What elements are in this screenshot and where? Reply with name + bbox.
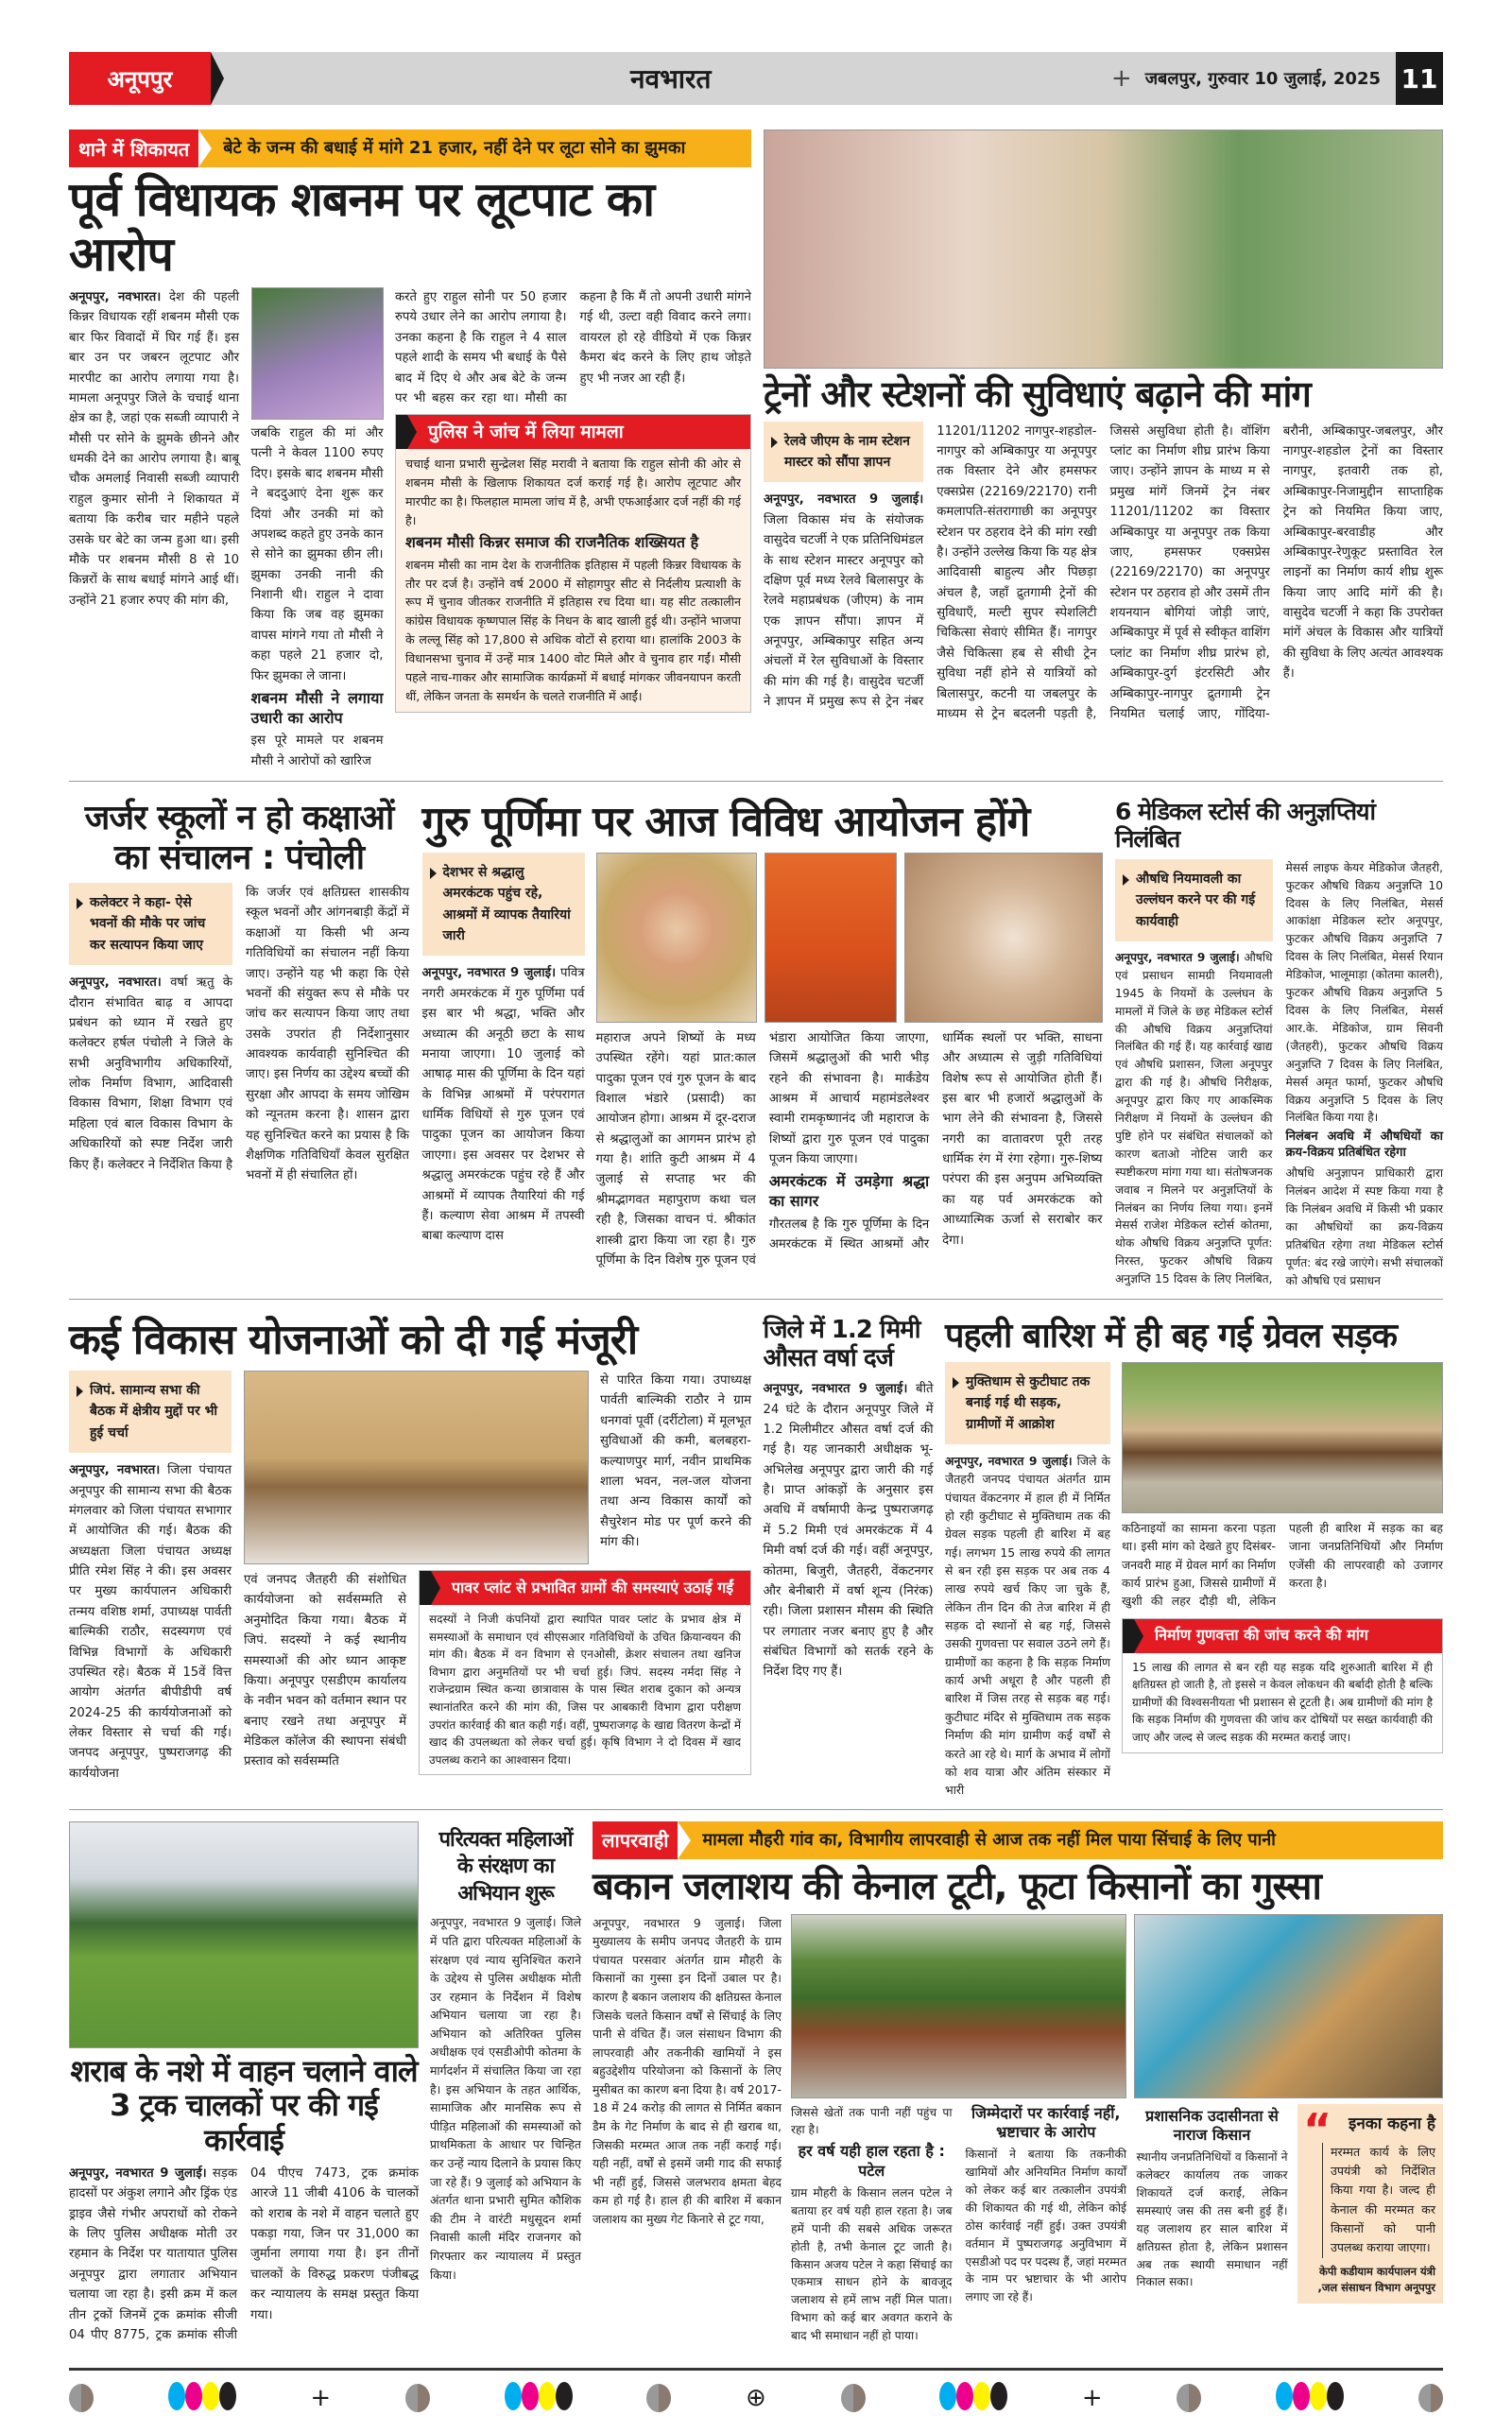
story6-tag: जिपं. सामान्य सभा की बैठक में क्षेत्रीय मुद्दों पर भी हुई चर्चा bbox=[69, 1371, 232, 1453]
footer-rule bbox=[69, 2368, 1443, 2371]
story-text: बीते 24 घंटे के दौरान अनूपपुर जिले में 1.2 मिलीमीटर औसत वर्षा दर्ज की गई है। यह जानकारी अधीक्षक भू-अभिलेख अनूपपुर द्वारा जारी की गई है। प्राप्त आंकड़ों के अनुसार इस अवधि में वर्षामापी केन्द्र पुष्पराजगढ़ में 5.2 मिमी एवं अमरकंटक में 4 मिमी वर्षा दर्ज की गई। वहीं अनूपपुर, कोतमा, बिजुरी, जैतहरी, वेंकटनगर और बेनीबारी में वर्षा शून्य (निरंक) रही। जिला प्रशासन मौसम की स्थिति पर लगातार नजर बनाए हुए है और संबंधित विभागों को सतर्क रहने के निर्देश दिए गए हैं। bbox=[763, 1382, 934, 1680]
row-2 bbox=[69, 793, 1443, 1289]
story3 bbox=[69, 793, 409, 1185]
story11-kicker bbox=[593, 1821, 1443, 1859]
divider bbox=[69, 781, 1443, 782]
story7 bbox=[764, 1311, 934, 1682]
story10-headline: परित्यक्त महिलाओं के संरक्षण का अभियान शुरू bbox=[438, 1827, 573, 1906]
target-icon: ⊕ bbox=[746, 2384, 766, 2413]
story11-col2 bbox=[791, 2104, 1126, 2346]
divider bbox=[69, 1809, 1443, 1810]
dateline: अनूपपुर, नवभारत 9 जुलाई। bbox=[430, 1915, 557, 1930]
subheading: शबनम मौसी ने लगाया उधारी का आरोप bbox=[250, 688, 384, 727]
story4-col1 bbox=[422, 853, 585, 1247]
dateline: अनूपपुर, नवभारत 9 जुलाई। bbox=[421, 966, 557, 981]
gray-balance-icon bbox=[841, 2384, 866, 2412]
story8-col2: कठिनाइयों का सामना करना पड़ता था। इसी मांग को देखते हुए दिसंबर-जनवरी माह में ग्रेवल मार्ग का निर्माण कार्य प्रारंभ हुआ, जिससे ग्रामीणों में खुशी की लहर दौड़ी थी, लेकिन पहली ही बारिश में सड़क का बह जाना जनप्रतिनिधियों और निर्माण एजेंसी की लापरवाही को उजागर करता है। bbox=[1122, 1520, 1443, 1609]
saint-photo-3 bbox=[904, 853, 1103, 1023]
kicker-label: लापरवाही bbox=[593, 1821, 678, 1859]
newspaper-page bbox=[69, 0, 1443, 2433]
story-text: औषधि एवं प्रसाधन सामग्री नियमावली 1945 के नियमों के उल्लंघन के मामलों में जिले के छह मेडिकल स्टोर्स की औषधि विक्रय अनुज्ञप्तियां निलंबित की गई हैं। यह कार्रवाई खाद्य एवं औषधि प्रशासन, जिला अनूपपुर द्वारा की गई है। औषधि निरीक्षक, अनूपपुर द्वारा किए गए आकस्मिक निरीक्षण में नियमों के उल्लंघन की पुष्टि होने पर संबंधित संचालकों को कारण बताओ नोटिस जारी कर स्पष्टीकरण मांगा गया था। संतोषजनक जवाब न मिलने पर अनुज्ञप्तियों के निलंबन का निर्णय लिया गया। इनमें मेसर्स राजेश मेडिकल स्टोर्स कोतमा, थोक औषधि विक्रय अनुज्ञप्ति पूर्णत: निरस्त, फुटकर औषधि विक्रय अनुज्ञप्ति 15 दिवस के लिए निलंबित, मेसर्स लाइफ केयर मेडिकोज जैतहरी, फुटकर औषधि विक्रय अनुज्ञप्ति 10 दिवस के लिए निलंबित, मेसर्स आकांक्षा मेडिकल स्टोर अनूपपुर, फुटकर औषधि विक्रय अनुज्ञप्ति 7 दिवस के लिए निलंबित, मेसर्स रियान मेडिकोज, भालूमाड़ा (कोतमा कालरी), फुटकर औषधि विक्रय अनुज्ञप्ति 5 दिवस के लिए निलंबित, मेसर्स आर.के. मेडिकोज, ग्राम सिवनी (जैतहरी), फुटकर औषधि विक्रय अनुज्ञप्ति 7 दिवस के लिए निलंबित, मेसर्स अमृत फार्मा, फुटकर औषधि विक्रय अनुज्ञप्ति 5 दिवस के लिए निलंबित किया गया है। bbox=[1115, 860, 1443, 1286]
newspaper-name: नवभारत bbox=[630, 63, 712, 95]
dateline: अनूपपुर, नवभारत। bbox=[69, 975, 162, 991]
memorandum-photo bbox=[764, 129, 1443, 369]
broken-canal-photo bbox=[791, 1914, 1126, 2098]
story4 bbox=[422, 793, 1103, 1270]
story-text: महाराज अपने शिष्यों के मध्य उपस्थित रहेंगे। यहां प्रात:काल पादुका पूजन एवं गुरु पूजन के बाद विशाल भंडारे (प्रसादी) का आयोजन होगा। आश्रम में दूर-दराज से श्रद्धालुओं का आगमन प्रारंभ हो गया है। शांति कुटी आश्रम में 4 जुलाई से सप्ताह भर की श्रीमद्भागवत महापुराण कथा चल रही है, जिसका वाचन पं. श्रीकांत शास्त्री द्वारा किया जा रहा है। गुरु पूर्णिमा के दिन विशेष गुरु पूजन एवं भंडारा आयोजित किया जाएगा, जिसमें श्रद्धालुओं की भारी भीड़ रहने की संभावना है। मार्कंडेय आश्रम में आचार्य महामंडलेश्वर स्वामी रामकृष्णानंद जी महाराज के शिष्यों द्वारा गुरु पूजन एवं पादुका पूजन किया जाएगा। bbox=[595, 1030, 930, 1268]
story6 bbox=[69, 1311, 751, 1784]
gray-balance-icon bbox=[1177, 2384, 1201, 2412]
cmyk-swatch-icon bbox=[505, 2382, 573, 2414]
box-text: सदस्यों ने निजी कंपनियों द्वारा स्थापित पावर प्लांट के प्रभाव क्षेत्र में समस्याओं के समाधान एवं सीएसआर गतिविधियों के उचित क्रियान्वयन की मांग की। बैठक में वन विभाग से एनओसी, क्रेशर संचालन तथा खनिज विभाग द्वारा अनुमतियों पर भी चर्चा हुई। जिपं. सदस्य नर्मदा सिंह ने राजेन्द्रग्राम स्थित कन्या छात्रावास के पास स्थित शराब दुकान को अन्यत्र स्थानांतरित करने की मांग की, जिस पर आबकारी विभाग द्वारा परीक्षण उपरांत कार्रवाई की बात कही गई। वहीं, पुष्पराजगढ़ के खाद्य वितरण केन्द्रों में खाद की उपलब्धता को लेकर चर्चा हुई। कृषि विभाग ने दो दिवस में खाद उपलब्ध कराने का आश्वासन दिया। bbox=[429, 1613, 741, 1767]
story6-col2: एवं जनपद जैतहरी की संशोधित कार्ययोजना को सर्वसम्मति से अनुमोदित किया गया। बैठक में जिपं. सदस्यों ने कई स्थानीय समस्याओं की ओर ध्यान आकृष्ट किया। अनूपपुर एसडीएम कार्यालय के नवीन भवन को वर्तमान स्थान पर बनाए रखने तथा अनूपपुर में मेडिकल कॉलेज की स्थापना संबंधी प्रस्ताव को सर्वसम्मति bbox=[244, 1573, 406, 1769]
story2-body bbox=[764, 422, 1443, 725]
box-subheading: शबनम मौसी किन्नर समाज की राजनैतिक शख्सियत है bbox=[405, 532, 699, 551]
box-text: चचाई थाना प्रभारी सुन्द्रेलश सिंह मरावी ने बताया कि राहुल सोनी की ओर से शबनम मौसी के खिलाफ शिकायत दर्ज कराई गई है। आरोप लूटपाट और मारपीट का है। फिलहाल मामला जांच में है, अभी एफआईआर दर्ज नहीं की गई है। bbox=[405, 457, 741, 527]
story6-headline: कई विकास योजनाओं को दी गई मंजूरी bbox=[69, 1316, 638, 1365]
section-arrow-icon bbox=[211, 52, 224, 105]
story1-col2 bbox=[251, 287, 384, 771]
canal-gate-photo bbox=[1134, 1914, 1443, 2098]
story-text: जिला पंचायत अनूपपुर की सामान्य सभा की बैठक मंगलवार को जिला पंचायत सभागार में आयोजित की गई। बैठक की अध्यक्षता जिला पंचायत अध्यक्ष प्रीति रमेश सिंह ने की। इस अवसर पर मुख्य कार्यपालन अधिकारी तन्मय वशिष्ठ शर्मा, उपाध्यक्ष पार्वती बाल्मिकी राठौर, सदस्यगण एवं विभिन्न विभागों के अधिकारी उपस्थित रहे। बैठक में 15वें वित्त आयोग अंतर्गत बीपीडीपी वर्ष 2024-25 की कार्ययोजनाओं को लेकर विस्तार से चर्चा की गई। जनपद अनूपपुर, पुष्पराजगढ़ की कार्ययोजना bbox=[69, 1463, 232, 1781]
story-text: जिला मुख्यालय के समीप जनपद जैतहरी के ग्राम पंचायत परसवार अंतर्गत ग्राम मौहरी के किसानों का गुस्सा इन दिनों उबाल पर है। कारण है बकान जलाशय की क्षतिग्रस्त केनाल जिसके चलते किसान वर्षों से सिंचाई के लिए पानी से वंचित हैं। जल संसाधन विभाग की लापरवाही और तकनीकी खामियों ने इस बहुउद्देशीय परियोजना को किसानों के लिए मुसीबत का कारण बना दिया है। वर्ष 2017-18 में 24 करोड़ की लागत से निर्मित बकान डैम के गेट निर्माण के बाद से ही खराब था, जिसकी मरम्मत आज तक नहीं कराई गई। यही नहीं, वर्षों से इसमें जमी गाद की सफाई भी नहीं हुई, जिससे जलभराव क्षमता बेहद कम हो गई है। हाल ही की बारिश में बकान जलाशय का मुख्य गेट किनारे से टूट गया, bbox=[593, 1915, 782, 2227]
dateline: अनूपपुर, नवभारत 9 जुलाई। bbox=[763, 1382, 908, 1397]
story-text: स्थानीय जनप्रतिनिधियों व किसानों ने कलेक्टर कार्यालय तक जाकर शिकायतें दर्ज कराईं, लेकिन समस्याएं जस की तस बनी हुई हैं। यह जलाशय हर साल बारिश में क्षतिग्रस्त होता है, लेकिन प्रशासन अब तक स्थायी समाधान नहीं निकाल सका। bbox=[1136, 2150, 1288, 2289]
story5-body bbox=[1115, 859, 1443, 1290]
story9 bbox=[69, 1821, 419, 2346]
meeting-photo bbox=[244, 1371, 589, 1564]
quote-title: इनका कहना है bbox=[1348, 2114, 1435, 2133]
story7-body bbox=[764, 1379, 934, 1682]
quote-box bbox=[1297, 2104, 1443, 2304]
story8-col1 bbox=[945, 1362, 1110, 1800]
registration-plus-icon: + bbox=[1110, 64, 1132, 93]
box-text: 15 लाख की लागत से बन रही यह सड़क यदि शुरुआती बारिश में ही क्षतिग्रस्त हो जाती है, तो इससे न केवल लोकधन की बर्बादी होती है बल्कि ग्रामीणों की विश्वसनीयता भी प्रशासन से टूटती है। अब ग्रामीणों की मांग है कि सड़क निर्माण की गुणवत्ता की जांच कर दोषियों पर सख्त कार्यवाही की जाए और जल्द से जल्द सड़क की मरम्मत कराई जाए। bbox=[1132, 1660, 1433, 1744]
box-title: पुलिस ने जांच में लिया मामला bbox=[396, 415, 750, 449]
footer bbox=[69, 2368, 1443, 2414]
dateline: अनूपपुर, नवभारत 9 जुलाई। bbox=[945, 1454, 1073, 1468]
gray-balance-icon bbox=[1418, 2384, 1443, 2412]
shabnam-photo bbox=[251, 287, 384, 420]
story2 bbox=[764, 129, 1443, 724]
subheading: अमरकंटक में उमड़ेगा श्रद्धा का सागर bbox=[768, 1172, 930, 1211]
story-text: जिले में पति द्वारा परित्यक्त महिलाओं के संरक्षण एवं न्याय सुनिश्चित कराने के उद्देश्य से पुलिस अधीक्षक मोती उर रहमान के निर्देशन में विशेष अभियान चलाया जा रहा है। अभियान को अतिरिक्त पुलिस अधीक्षक एवं एसडीओपी कोतमा के मार्गदर्शन में संचालित किया जा रहा है। इस अभियान के तहत आर्थिक, सामाजिक और मानसिक रूप से पीड़ित महिलाओं की समस्याओं को प्राथमिकता के आधार पर चिन्हित कर उन्हें न्याय दिलाने के प्रयास किए जा रहे हैं। 9 जुलाई को अभियान के अंतर्गत थाना प्रभारी सुमित कौशिक की टीम ने वारंटी मधुसूदन शर्मा निवासी काली मंदिर राजनगर को गिरफ्तार कर न्यायालय में प्रस्तुत किया। bbox=[430, 1915, 581, 2282]
story11-col1 bbox=[593, 1914, 782, 2229]
box-title: पावर प्लांट से प्रभावित ग्रामों की समस्याएं उठाई गईं bbox=[420, 1571, 750, 1605]
box-text: शबनम मौसी का नाम देश के राजनीतिक इतिहास में पहली किन्नर विधायक के तौर पर दर्ज है। उन्होंने वर्ष 2000 में सोहागपुर सीट से निर्दलीय प्रत्याशी के रूप में चुनाव जीतकर राजनीति में इतिहास रच दिया था। यह सीट तत्कालीन कांग्रेस विधायक कृष्णपाल सिंह के निधन के बाद खाली हुई थी। उन्होंने भाजपा के लल्लू सिंह को 17,800 से अधिक वोटों से हराया था। हालांकि 2003 के विधानसभा चुनाव में उन्हें मात्र 1400 वोट मिले और वे चुनाव हार गईं। मौसी पहले नाच-गाकर और सामाजिक कार्यक्रमों में बधाई मांगकर जीवनयापन करती थीं, लेकिन जनता के समर्थन के चलते राजनीति में आईं। bbox=[405, 557, 741, 703]
divider bbox=[69, 1299, 1443, 1300]
story9-headline: शराब के नशे में वाहन चलाने वाले 3 ट्रक चालकों पर की गई कार्रवाई bbox=[70, 2052, 418, 2159]
row-4 bbox=[69, 1821, 1443, 2346]
kicker-text: मामला मौहरी गांव का, विभागीय लापरवाही से आज तक नहीं मिल पाया सिंचाई के लिए पानी bbox=[678, 1821, 1443, 1859]
story-text: पवित्र नगरी अमरकंटक में गुरु पूर्णिमा पर्व इस बार भी श्रद्धा, भक्ति और अध्यात्म की अनूठी छटा के साथ मनाया जाएगा। 10 जुलाई को आषाढ़ मास की पूर्णिमा के दिन यहां के विभिन्न आश्रमों में परंपरागत धार्मिक विधियों से गुरु पूजन एवं पादुका पूजन का आयोजन किया जाएगा। इस अवसर पर देशभर से श्रद्धालु अमरकंटक पहुंच रहे हैं और आश्रमों में व्यापक तैयारियां की गई हैं। कल्याण सेवा आश्रम में तपस्वी बाबा कल्याण दास bbox=[421, 966, 585, 1244]
story11 bbox=[593, 1821, 1443, 2346]
story5 bbox=[1115, 793, 1443, 1289]
story4-tag: देशभर से श्रद्धालु अमरकंटक पहुंच रहे, आश्रमों में व्यापक तैयारियां जारी bbox=[422, 853, 585, 957]
story8-tag: मुक्तिधाम से कुटीघाट तक बनाई गई थी सड़क, ग्रामीणों में आक्रोश bbox=[945, 1362, 1110, 1444]
story6-box bbox=[419, 1570, 751, 1775]
story-text: गौरतलब है कि गुरु पूर्णिमा के दिन अमरकंटक में स्थित आश्रमों और धार्मिक स्थलों पर भक्ति, साधना और अध्यात्म से जुड़ी गतिविधियां विशेष रूप से आयोजित होती हैं। इस बार भी हजारों श्रद्धालुओं के भाग लेने की संभावना है, जिससे नगरी का वातावरण पूरी तरह धार्मिक रंग में रंगा रहेगा। गुरु-शिष्य परंपरा की इस अनुपम अभिव्यक्ति का यह पर्व अमरकंटक को आध्यात्मिक ऊर्जा से सराबोर कर देगा। bbox=[768, 1030, 1103, 1252]
subheading: निलंबन अवधि में औषधियों का क्रय-विक्रय प्रतिबंधित रहेगा bbox=[1285, 1130, 1443, 1161]
story6-col3: से पारित किया गया। उपाध्यक्ष पार्वती बाल्मिकी राठौर ने ग्राम धनगवां पूर्वी (दर्रीटोला) में मूलभूत सुविधाओं की कमी, बलबहरा-कल्याणपुर मार्ग, नवीन प्राथमिक शाला भवन, नल-जल योजना तथा अन्य विकास कार्यों को सैचुरेशन मोड पर पूर्ण करने की मांग की। bbox=[600, 1373, 751, 1550]
story11-col3 bbox=[1137, 2104, 1288, 2292]
story10-body bbox=[430, 1913, 581, 2284]
story1-col1 bbox=[69, 287, 239, 611]
row-1 bbox=[69, 129, 1443, 771]
story6-col1 bbox=[69, 1371, 232, 1784]
cmyk-swatch-icon bbox=[168, 2382, 236, 2414]
dateline: अनूपपुर, नवभारत 9 जुलाई। bbox=[764, 492, 924, 508]
story-text: ग्राम मौहरी के किसान ललन पटेल ने बताया हर वर्ष यही हाल रहता है। जब हमें पानी की सबसे अधिक जरूरत होती है, तभी केनाल टूट जाती है। किसान अजय पटेल ने कहा सिंचाई का एकमात्र साधन होने के बावजूद जलाशय से हमें लाभ नहीं मिल पाता। विभाग को कई बार अवगत कराने के बाद भी समाधान नहीं हो पाया। bbox=[791, 2185, 953, 2343]
story-text: जिले के जैतहरी जनपद पंचायत अंतर्गत ग्राम पंचायत वेंकटनगर में हाल ही में निर्मित हो रही कुटीघाट से मुक्तिधाम तक की ग्रेवल सड़क पहली ही बारिश में बह गई। लगभग 15 लाख रुपये की लागत से बन रही इस सड़क पर अब तक 4 लाख रुपये खर्च किए जा चुके हैं, लेकिन तीन दिन की तेज बारिश में ही सड़क दो स्थानों से बह गई, जिससे उसकी गुणवत्ता पर सवाल उठने लगे हैं। ग्रामीणों का कहना है कि सड़क निर्माण कार्य अभी अधूरा है और पहली ही बारिश में जिस तरह से सड़क बह गई। कुटीघाट मंदिर से मुक्तिधाम तक सड़क निर्माण की मांग ग्रामीण कई वर्षों से करते आ रहे थे। मार्ग के अभाव में लोगों को शव यात्रा और अंतिम संस्कार में भारी bbox=[945, 1454, 1110, 1798]
registration-marks bbox=[69, 2382, 1443, 2414]
story4-headline: गुरु पूर्णिमा पर आज विविध आयोजन होंगे bbox=[421, 798, 1030, 847]
washed-road-photo bbox=[1122, 1362, 1443, 1513]
quote-author: केपी कडीयाम कार्यपालन यंत्री ,जल संसाधन विभाग अनूपपुर bbox=[1317, 2264, 1435, 2295]
story3-body bbox=[69, 883, 409, 1186]
cmyk-swatch-icon bbox=[939, 2382, 1007, 2414]
dateline: अनूपपुर, नवभारत 9 जुलाई। bbox=[593, 1915, 746, 1930]
page-number: 11 bbox=[1396, 52, 1443, 105]
story1-box bbox=[395, 414, 751, 712]
gray-balance-icon bbox=[405, 2384, 430, 2412]
trucks-photo bbox=[69, 1821, 419, 2048]
dateline: अनूपपुर, नवभारत। bbox=[69, 290, 162, 304]
box-title: निर्माण गुणवत्ता की जांच करने की मांग bbox=[1123, 1619, 1442, 1653]
crosshair-icon: + bbox=[1081, 2384, 1103, 2413]
gray-balance-icon bbox=[69, 2384, 94, 2412]
story-text: देश की पहली किन्नर विधायक रहीं शबनम मौसी एक बार फिर विवादों में घिर गई हैं। इस बार उन पर जबरन लूटपाट और मारपीट का आरोप लगाया गया है। मामला अनूपपुर जिले के चचाई थाना क्षेत्र का है, जहां एक सब्जी व्यापारी ने मौसी पर सोने के झुमके छीनने और धमकी देने का आरोप लगाया है। बाबू चौक अमलाई निवासी सब्जी व्यापारी राहुल कुमार सोनी ने शिकायत में बताया कि करीब चार महीने पहले उसके घर बेटे का जन्म हुआ था। इसी मौके पर शबनम मौसी 8 से 10 किन्नरों के साथ बधाई मांगने आई थीं। उन्होंने 21 हजार रुपए की मांग की, bbox=[69, 290, 240, 608]
story-text: इस पूरे मामले पर शबनम मौसी ने आरोपों को खारिज bbox=[250, 733, 384, 768]
section-name: अनूपपुर bbox=[69, 52, 211, 105]
story11-headline: बकान जलाशय की केनाल टूटी, फूटा किसानों का गुस्सा bbox=[593, 1864, 1321, 1908]
story1-col3 bbox=[395, 287, 751, 713]
story-text: वर्षा ऋतु के दौरान संभावित बाढ़ व आपदा प्रबंधन को ध्यान में रखते हुए कलेक्टर हर्षल पंचोली ने जिले के सभी अनुविभागीय अधिकारियों, लोक निर्माण विभाग, आदिवासी विकास विभाग, शिक्षा विभाग एवं महिला एवं बाल विकास विभाग के अधिकारियों को स्पष्ट निर्देश जारी किए हैं। कलेक्टर ने निर्देशित किया है कि जर्जर एवं क्षतिग्रस्त शासकीय स्कूल भवनों और आंगनबाड़ी केंद्रों में कक्षाओं या किसी भी अन्य गतिविधियों का संचालन नहीं किया जाए। उन्होंने यह भी कहा कि ऐसे भवनों की संयुक्त रूप से मौके पर जांच कर सत्यापन किया जाए तथा उसके उपरांत ही निर्देशानुसार आवश्यक कार्यवाही सुनिश्चित की जाए। इस निर्णय का उद्देश्य बच्चों की सुरक्षा और आपदा के समय जोखिम को न्यूनतम करना है। शासन द्वारा यह सुनिश्चित करने का प्रयास है कि शैक्षणिक गतिविधियाँ केवल सुरक्षित भवनों में ही संचालित हों। bbox=[69, 886, 409, 1183]
dateline: अनूपपुर, नवभारत 9 जुलाई। bbox=[1115, 950, 1240, 964]
story5-headline: 6 मेडिकल स्टोर्स की अनुज्ञप्तियां निलंबित bbox=[1115, 798, 1375, 853]
kicker-label: थाने में शिकायत bbox=[69, 129, 198, 167]
edition-date: जबलपुर, गुरुवार 10 जुलाई, 2025 bbox=[1144, 69, 1381, 89]
story-text: सड़क हादसों पर अंकुश लगाने और ड्रिंक एंड ड्राइव जैसे गंभीर अपराधों को रोकने के लिए पुलिस अधीक्षक मोती उर रहमान के निर्देश पर यातायात पुलिस अनूपपुर द्वारा लगातार अभियान चलाया जा रहा है। इसी क्रम में कल तीन ट्रकों जिनमें ट्रक क्रमांक सीजी 04 पीए 8775, ट्रक क्रमांक सीजी 04 पीएच 7473, ट्रक क्रमांक आरजे 11 जीबी 4106 के चालकों को शराब के नशे में वाहन चलाते हुए पकड़ा गया, जिन पर 31,000 का जुर्माना लगाया गया है। इन तीनों चालकों के विरुद्ध प्रकरण पंजीबद्ध कर न्यायालय के समक्ष प्रस्तुत किया गया। bbox=[69, 2166, 419, 2342]
story5-tag: औषधि नियमावली का उल्लंघन करने पर की गई कार्यवाही bbox=[1115, 859, 1273, 941]
kicker-text: बेटे के जन्म की बधाई में मांगे 21 हजार, नहीं देने पर लूटा सोने का झुमका bbox=[198, 129, 751, 167]
story-text: जिला विकास मंच के संयोजक वासुदेव चटर्जी ने एक प्रतिनिधिमंडल के साथ स्टेशन मास्टर अनूपपुर को दक्षिण पूर्व मध्य रेलवे बिलासपुर के रेलवे महाप्रबंधक (जीएम) के नाम एक ज्ञापन सौंपा। ज्ञापन में अनूपपुर, अम्बिकापुर सहित अन्य अंचलों में रेल सुविधाओं के विस्तार की मांग की गई है। वासुदेव चटर्जी ने ज्ञापन में प्रमुख रूप से ट्रेन नंबर 11201/11202 नागपुर-शहडोल-नागपुर को अम्बिकापुर या अनूपपुर तक विस्तार देने और हमसफर एक्सप्रेस (22169/22170) रानी कमलापति-संतरागाछी का अनूपपुर स्टेशन पर ठहराव देने की मांग रखी है। उन्होंने उल्लेख किया कि यह क्षेत्र आदिवासी बाहुल्य और पिछड़ा अंचल है, जहाँ द्रुतगामी ट्रेनों की सुविधाएँ, मल्टी सुपर स्पेशलिटी चिकित्सा सेवाएं सीमित हैं। नागपुर जैसे चिकित्सा हब से सीधी ट्रेन सुविधा नहीं होने से यात्रियों को बिलासपुर, कटनी या जबलपुर के माध्यम से ट्रेन बदलनी पड़ती है, जिससे असुविधा होती है। वॉशिंग प्लांट का निर्माण शीघ्र प्रारंभ किया जाए। उन्होंने ज्ञापन के माध्य म से प्रमुख मांगें जिनमें ट्रेन नंबर 11201/11202 का विस्तार अम्बिकापुर या अनूपपुर तक किया जाए, हमसफर एक्सप्रेस (22169/22170) का अनूपपुर स्टेशन पर ठहराव हो और उसमें तीन शयनयान बोगियां जोड़ी जाएं, अम्बिकापुर में पूर्व से स्वीकृत वाशिंग प्लांट का निर्माण शीघ्र प्रारंभ हो, अम्बिकापुर-दुर्ग इंटरसिटी और अम्बिकापुर-नागपुर द्रुतगामी ट्रेन नियमित चलाई जाए, गोंदिया-बरौनी, अम्बिकापुर-जबलपुर, और नागपुर-शहडोल ट्रेनों का विस्तार नागपुर, इतवारी तक हो, अम्बिकापुर-निजामुद्दीन साप्ताहिक ट्रेन को नियमित किया जाए, अम्बिकापुर-बरवाडीह और अम्बिकापुर-रेणुकूट प्रस्तावित रेल लाइनों का निर्माण कार्य शीघ्र शुरू किया जाए आदि मांगें की है। वासुदेव चटर्जी ने कहा कि उपरोक्त मांगें अंचल के विकास और यात्रियों की सुविधा के लिए अत्यंत आवश्यक हैं। bbox=[764, 423, 1443, 721]
row-3 bbox=[69, 1311, 1443, 1799]
saint-photo-1 bbox=[596, 853, 757, 1023]
quote-text: मरम्मत कार्य के लिए उपयंत्री को निर्देशित किया गया है। जल्द ही केनाल की मरम्मत कर किसानों को पानी उपलब्ध कराया जाएगा। bbox=[1322, 2143, 1435, 2258]
story7-headline: जिले में 1.2 मिमी औसत वर्षा दर्ज bbox=[763, 1316, 920, 1373]
gray-balance-icon bbox=[646, 2384, 671, 2412]
story10 bbox=[430, 1821, 581, 2285]
story1 bbox=[69, 129, 751, 771]
story3-tag: कलेक्टर ने कहा- ऐसे भवनों की मौके पर जांच कर सत्यापन किया जाए bbox=[69, 883, 232, 965]
dateline: अनूपपुर, नवभारत 9 जुलाई। bbox=[69, 2166, 207, 2181]
story8-headline: पहली बारिश में ही बह गई ग्रेवल सड़क bbox=[945, 1317, 1397, 1356]
dateline: अनूपपुर, नवभारत। bbox=[69, 1463, 161, 1478]
page-header bbox=[69, 52, 1443, 105]
crosshair-icon: + bbox=[310, 2384, 332, 2413]
story4-cols bbox=[596, 1028, 1103, 1271]
story1-headline: पूर्व विधायक शबनम पर लूटपाट का आरोप bbox=[69, 172, 655, 282]
subheading: जिम्मेदारों पर कार्रवाई नहीं, भ्रष्टाचार के आरोप bbox=[971, 2103, 1121, 2142]
story8-box bbox=[1122, 1618, 1443, 1753]
story-text: जबकि राहुल की मां और पत्नी ने केवल 1100 रुपए दिए। इसके बाद शबनम मौसी ने बददुआएं देना शुरू कर दियां और उनकी मां को अपशब्द कहते हुए उनके कान से सोने का झुमका छीन ली। झुमका उनकी नानी की निशानी थी। राहुल ने दावा किया कि जब वह झुमका वापस मांगने गया तो मौसी ने कहा पहले 21 हजार दो, फिर झुमका ले जाना। bbox=[250, 426, 384, 683]
saint-photo-2 bbox=[765, 853, 897, 1023]
cmyk-swatch-icon bbox=[1276, 2382, 1344, 2414]
story9-body bbox=[69, 2164, 419, 2345]
story-text: औषधि अनुज्ञापन प्राधिकारी द्वारा निलंबन आदेश में स्पष्ट किया गया है कि निलंबन अवधि में किसी भी प्रकार का औषधियों का क्रय-विक्रय प्रतिबंधित रहेगा तथा मेडिकल स्टोर्स पूर्णत: बंद रखे जाएंगे। सभी संचालकों को औषधि एवं प्रसाधन bbox=[1285, 1166, 1443, 1287]
subheading: प्रशासनिक उदासीनता से नाराज किसान bbox=[1145, 2106, 1279, 2145]
story1-kicker bbox=[69, 129, 751, 167]
story3-headline: जर्जर स्कूलों न हो कक्षाओं का संचालन : पंचोली bbox=[84, 799, 394, 877]
quote-mark-icon: “ bbox=[1303, 2103, 1332, 2155]
story-text: किसानों ने बताया कि तकनीकी खामियों और अनियमित निर्माण कार्यों को लेकर कई बार तत्कालीन उपयंत्री की शिकायत की गई थी, लेकिन कोई ठोस कार्रवाई नहीं हुई। उक्त उपयंत्री वर्तमान में पुष्पराजगढ़ अनुविभाग में एसडीओ पद पर पदस्थ हैं, जहां मरम्मत के नाम पर भ्रष्टाचार के भी आरोप लगाए जा रहे हैं। bbox=[965, 2148, 1127, 2304]
subheading: हर वर्ष यही हाल रहता है : पटेल bbox=[798, 2142, 945, 2181]
story8 bbox=[945, 1311, 1443, 1799]
story2-tag: रेलवे जीएम के नाम स्टेशन मास्टर को सौंपा ज्ञापन bbox=[764, 422, 923, 483]
story2-headline: ट्रेनों और स्टेशनों की सुविधाएं बढ़ाने की मांग bbox=[764, 373, 1311, 415]
story-text: जिससे खेतों तक पानी नहीं पहुंच पा रहा है। bbox=[791, 2105, 953, 2137]
story-text: करते हुए राहुल सोनी पर 50 हजार रुपये उधार लेने का आरोप लगाया है। उनका कहना है कि राहुल ने 4 साल पहले शादी के समय भी बधाई के पैसे बाद में दिए थे और अब बेटे के जन्म पर भी बहस कर रहा था। मौसी का कहना है कि मैं तो अपनी उधारी मांगने गई थी, उल्टा वही विवाद करने लगा। वायरल हो रहे वीडियो में एक किन्नर कैमरा बंद करने के लिए हाथ जोड़ते हुए भी नजर आ रही हैं। bbox=[395, 290, 751, 406]
